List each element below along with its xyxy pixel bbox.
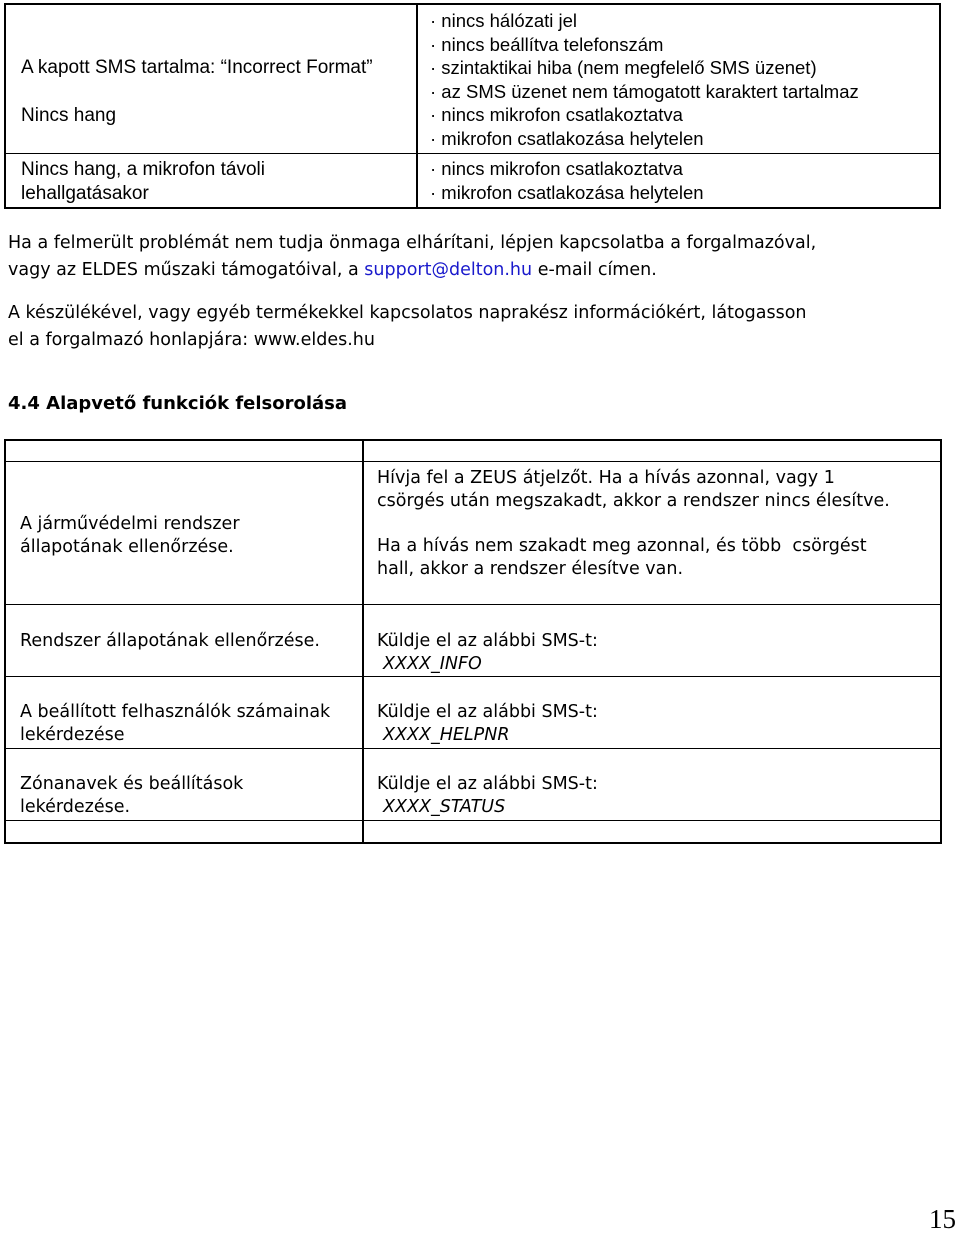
instruction-cell — [377, 467, 907, 581]
problem-cell: Nincs hang, a mikrofon távoli lehallgatásakor — [21, 159, 265, 204]
table-column-divider — [362, 441, 364, 842]
cause-item: · az SMS üzenet nem támogatott karaktert tartalmaz — [430, 80, 859, 102]
problem-cell: Nincs hang — [21, 105, 117, 126]
instruction-text: Küldje el az alábbi SMS-t: — [377, 702, 598, 722]
info-paragraph — [8, 300, 807, 354]
section-heading: 4.4 Alapvető funkciók felsorolása — [8, 393, 348, 414]
sms-command: XXXX_INFO — [383, 654, 482, 674]
table-row-divider — [6, 153, 939, 154]
instruction-cell — [377, 773, 598, 819]
table-row-divider — [6, 676, 940, 677]
cause-list — [430, 9, 859, 150]
functions-table — [4, 439, 942, 844]
sms-command: XXXX_HELPNR — [383, 725, 510, 745]
table-row-divider — [6, 461, 940, 462]
table-row-divider — [6, 820, 940, 821]
instruction-cell — [377, 701, 598, 747]
support-paragraph — [8, 230, 816, 284]
function-cell: Zónanavek és beállítások lekérdezése. — [20, 774, 244, 817]
cause-list — [430, 157, 704, 204]
cause-item: · mikrofon csatlakozása helytelen — [430, 127, 704, 149]
function-cell: Rendszer állapotának ellenőrzése. — [20, 631, 320, 651]
paragraph-line — [8, 257, 816, 284]
function-cell: A beállított felhasználók számainak lekérdezése — [20, 702, 331, 745]
cause-item: · mikrofon csatlakozása helytelen — [430, 181, 704, 203]
sms-command: XXXX_STATUS — [383, 797, 506, 817]
instruction-text: Küldje el az alábbi SMS-t: — [377, 774, 598, 794]
troubleshooting-table — [4, 3, 941, 209]
cause-item: · nincs hálózati jel — [430, 10, 578, 31]
text-span: e-mail címen. — [532, 260, 657, 280]
paragraph-line: A készülékével, vagy egyéb termékekkel kapcsolatos naprakész információkért, látogasson — [8, 303, 807, 323]
instruction-text: Hívja fel a ZEUS átjelzőt. Ha a hívás azonnal, vagy 1 csörgés után megszakadt, akkor a rendszer nincs élesítve. — [377, 468, 890, 511]
text-span: vagy az ELDES műszaki támogatóival, a — [8, 260, 365, 280]
instruction-text: Ha a hívás nem szakadt meg azonnal, és több csörgést hall, akkor a rendszer élesítve van. — [377, 536, 873, 579]
table-row-divider — [6, 748, 940, 749]
support-email-link[interactable]: support@delton.hu — [364, 260, 533, 280]
cause-item: · nincs mikrofon csatlakoztatva — [430, 104, 683, 125]
page-number: 15 — [929, 1204, 956, 1234]
function-cell: A járművédelmi rendszer állapotának ellenőrzése. — [20, 514, 240, 557]
table-column-divider — [416, 5, 418, 207]
instruction-cell — [377, 630, 598, 676]
cause-item: · szintaktikai hiba (nem megfelelő SMS üzenet) — [430, 57, 817, 78]
paragraph-line: el a forgalmazó honlapjára: www.eldes.hu — [8, 330, 375, 350]
cause-item: · nincs beállítva telefonszám — [430, 33, 664, 55]
table-row-divider — [6, 604, 940, 605]
paragraph-line: Ha a felmerült problémát nem tudja önmaga elhárítani, lépjen kapcsolatba a forgalmazóval, — [8, 233, 817, 253]
problem-cell: A kapott SMS tartalma: “Incorrect Format” — [21, 57, 373, 78]
cause-item: · nincs mikrofon csatlakoztatva — [430, 158, 683, 179]
instruction-text: Küldje el az alábbi SMS-t: — [377, 631, 598, 651]
